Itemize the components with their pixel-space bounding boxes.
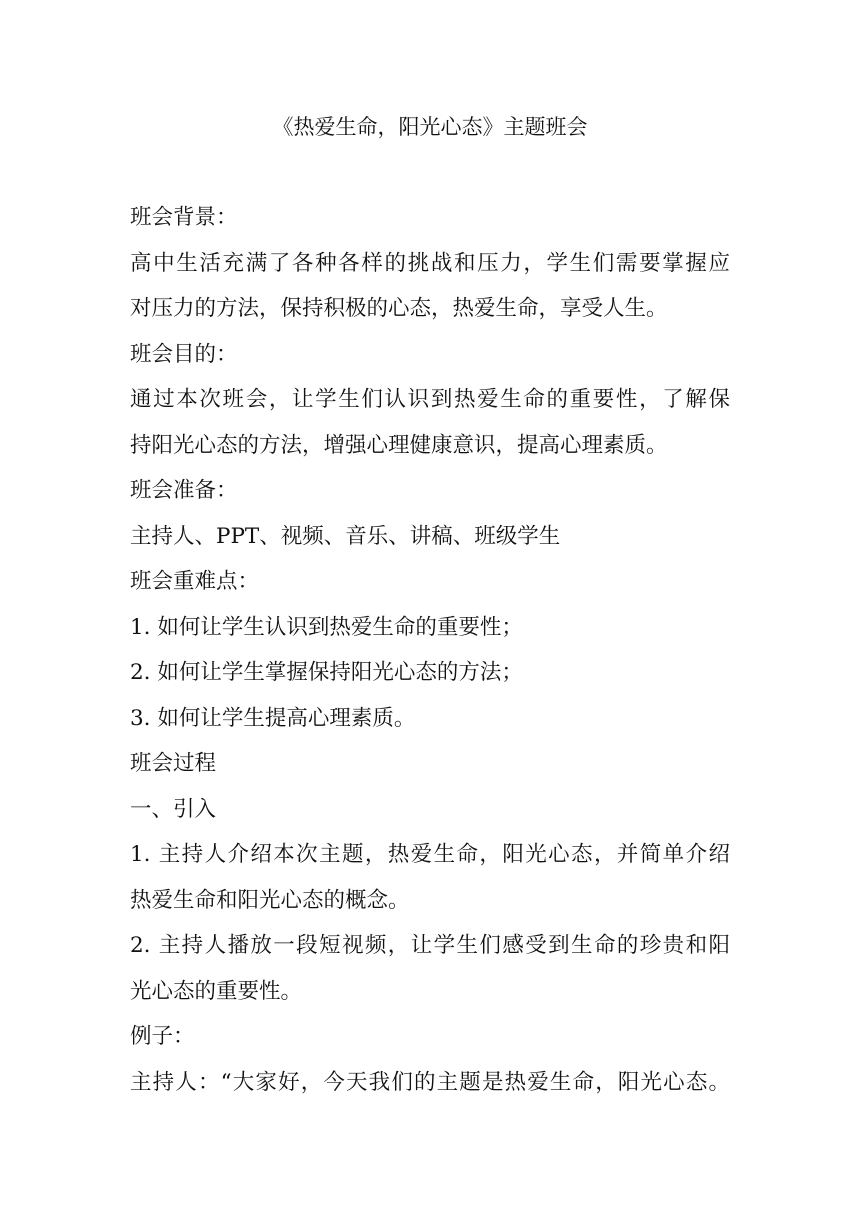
text-line: 2. 主持人播放一段短视频，让学生们感受到生命的珍贵和阳 xyxy=(130,933,730,958)
text-line: 高中生活充满了各种各样的挑战和压力，学生们需要掌握应 xyxy=(130,250,730,276)
text-line: 3. 如何让学生提高心理素质。 xyxy=(130,705,416,731)
text-line: 光心态的重要性。 xyxy=(130,978,303,1004)
text-line: 热爱生命和阳光心态的概念。 xyxy=(130,887,410,913)
text-line: 持阳光心态的方法，增强心理健康意识，提高心理素质。 xyxy=(130,432,668,458)
text-line: 例子： xyxy=(130,1024,195,1049)
text-line: 班会准备： xyxy=(130,478,238,503)
text-line: 1. 主持人介绍本次主题，热爱生命，阳光心态，并简单介绍 xyxy=(130,842,730,867)
document-body xyxy=(130,195,730,1105)
text-line: 班会过程 xyxy=(130,751,217,776)
text-line: 一、引入 xyxy=(130,796,217,822)
text-line: 班会背景： xyxy=(130,205,238,230)
text-line: 主持人、PPT、视频、音乐、讲稿、班级学生 xyxy=(130,523,561,549)
text-line: 班会重难点： xyxy=(130,569,260,594)
text-line: 主持人：“大家好，今天我们的主题是热爱生命，阳光心态。 xyxy=(130,1069,730,1095)
text-line: 2. 如何让学生掌握保持阳光心态的方法； xyxy=(130,660,523,685)
text-line: 对压力的方法，保持积极的心态，热爱生命，享受人生。 xyxy=(130,296,668,321)
text-line: 通过本次班会，让学生们认识到热爱生命的重要性，了解保 xyxy=(130,387,730,412)
document-title: 《热爱生命，阳光心态》主题班会 xyxy=(272,115,588,139)
text-line: 1. 如何让学生认识到热爱生命的重要性； xyxy=(130,614,523,640)
text-line: 班会目的： xyxy=(130,341,238,367)
